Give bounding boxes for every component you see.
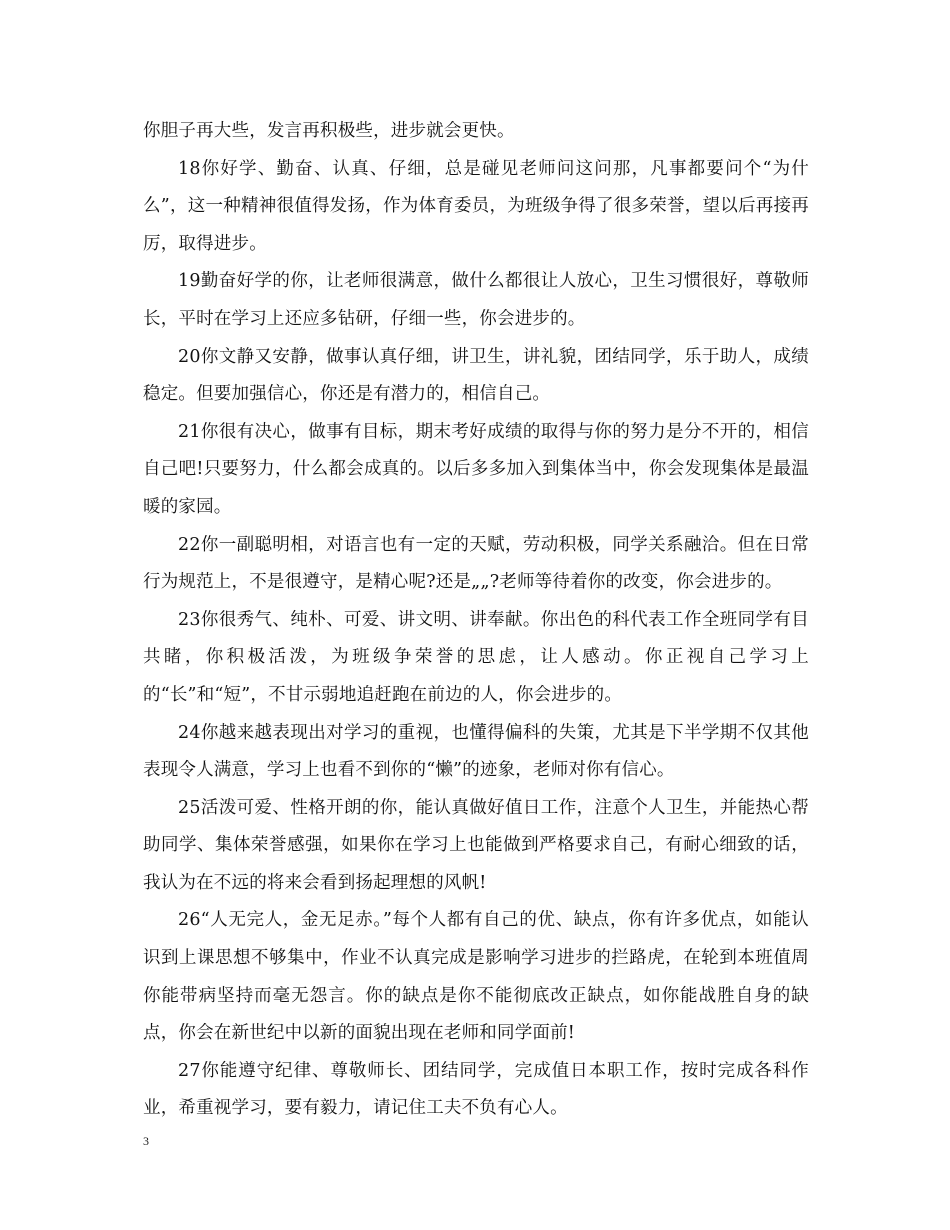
body-text	[143, 113, 809, 1128]
paragraph-23: 23你很秀气、纯朴、可爱、讲文明、讲奉献。你出色的科代表工作全班同学有目共睹，你积极活泼，为班级争荣誉的思虑，让人感动。你正视自己学习上的“长”和“短”，不甘示弱地追赶跑在前边的人，你会进步的。	[143, 609, 809, 705]
paragraph-22: 22你一副聪明相，对语言也有一定的天赋，劳动积极，同学关系融洽。但在日常行为规范上，不是很遵守，是精心呢?还是„„?老师等待着你的改变，你会进步的。	[143, 534, 809, 593]
paragraph-19: 19勤奋好学的你，让老师很满意，做什么都很让人放心，卫生习惯很好，尊敬师长，平时在学习上还应多钻研，仔细一些，你会进步的。	[143, 271, 809, 329]
paragraph-24: 24你越来越表现出对学习的重视，也懂得偏科的失策，尤其是下半学期不仅其他表现令人满意，学习上也看不到你的“懒”的迹象，老师对你有信心。	[143, 722, 809, 781]
paragraph-25: 25活泼可爱、性格开朗的你，能认真做好值日工作，注意个人卫生，并能热心帮助同学、集体荣誉感强，如果你在学习上也能做到严格要求自己，有耐心细致的话，我认为在不远的将来会看到扬起理想的风帆!	[143, 797, 809, 893]
paragraph-21: 21你很有决心，做事有目标，期末考好成绩的取得与你的努力是分不开的，相信自己吧!只要努力，什么都会成真的。以后多多加入到集体当中，你会发现集体是最温暖的家园。	[143, 421, 809, 517]
paragraph-26: 26“人无完人，金无足赤。”每个人都有自己的优、缺点，你有许多优点，如能认识到上课思想不够集中，作业不认真完成是影响学习进步的拦路虎，在轮到本班值周你能带病坚持而毫无怨言。你的缺点是你不能彻底改正缺点，如你能战胜自身的缺点，你会在新世纪中以新的面貌出现在老师和同学面前!	[143, 910, 809, 1044]
page-number: 3	[143, 1134, 149, 1148]
paragraph-27: 27你能遵守纪律、尊敬师长、团结同学，完成值日本职工作，按时完成各科作业，希重视学习，要有毅力，请记住工夫不负有心人。	[143, 1060, 809, 1119]
paragraph-20: 20你文静又安静，做事认真仔细，讲卫生，讲礼貌，团结同学，乐于助人，成绩稳定。但要加强信心，你还是有潜力的，相信自己。	[143, 346, 809, 405]
paragraph-continued: 你胆子再大些，发言再积极些，进步就会更快。	[143, 121, 515, 141]
paragraph-18: 18你好学、勤奋、认真、仔细，总是碰见老师问这问那，凡事都要问个“为什么”，这一种精神很值得发扬，作为体育委员，为班级争得了很多荣誉，望以后再接再厉，取得进步。	[143, 158, 809, 254]
